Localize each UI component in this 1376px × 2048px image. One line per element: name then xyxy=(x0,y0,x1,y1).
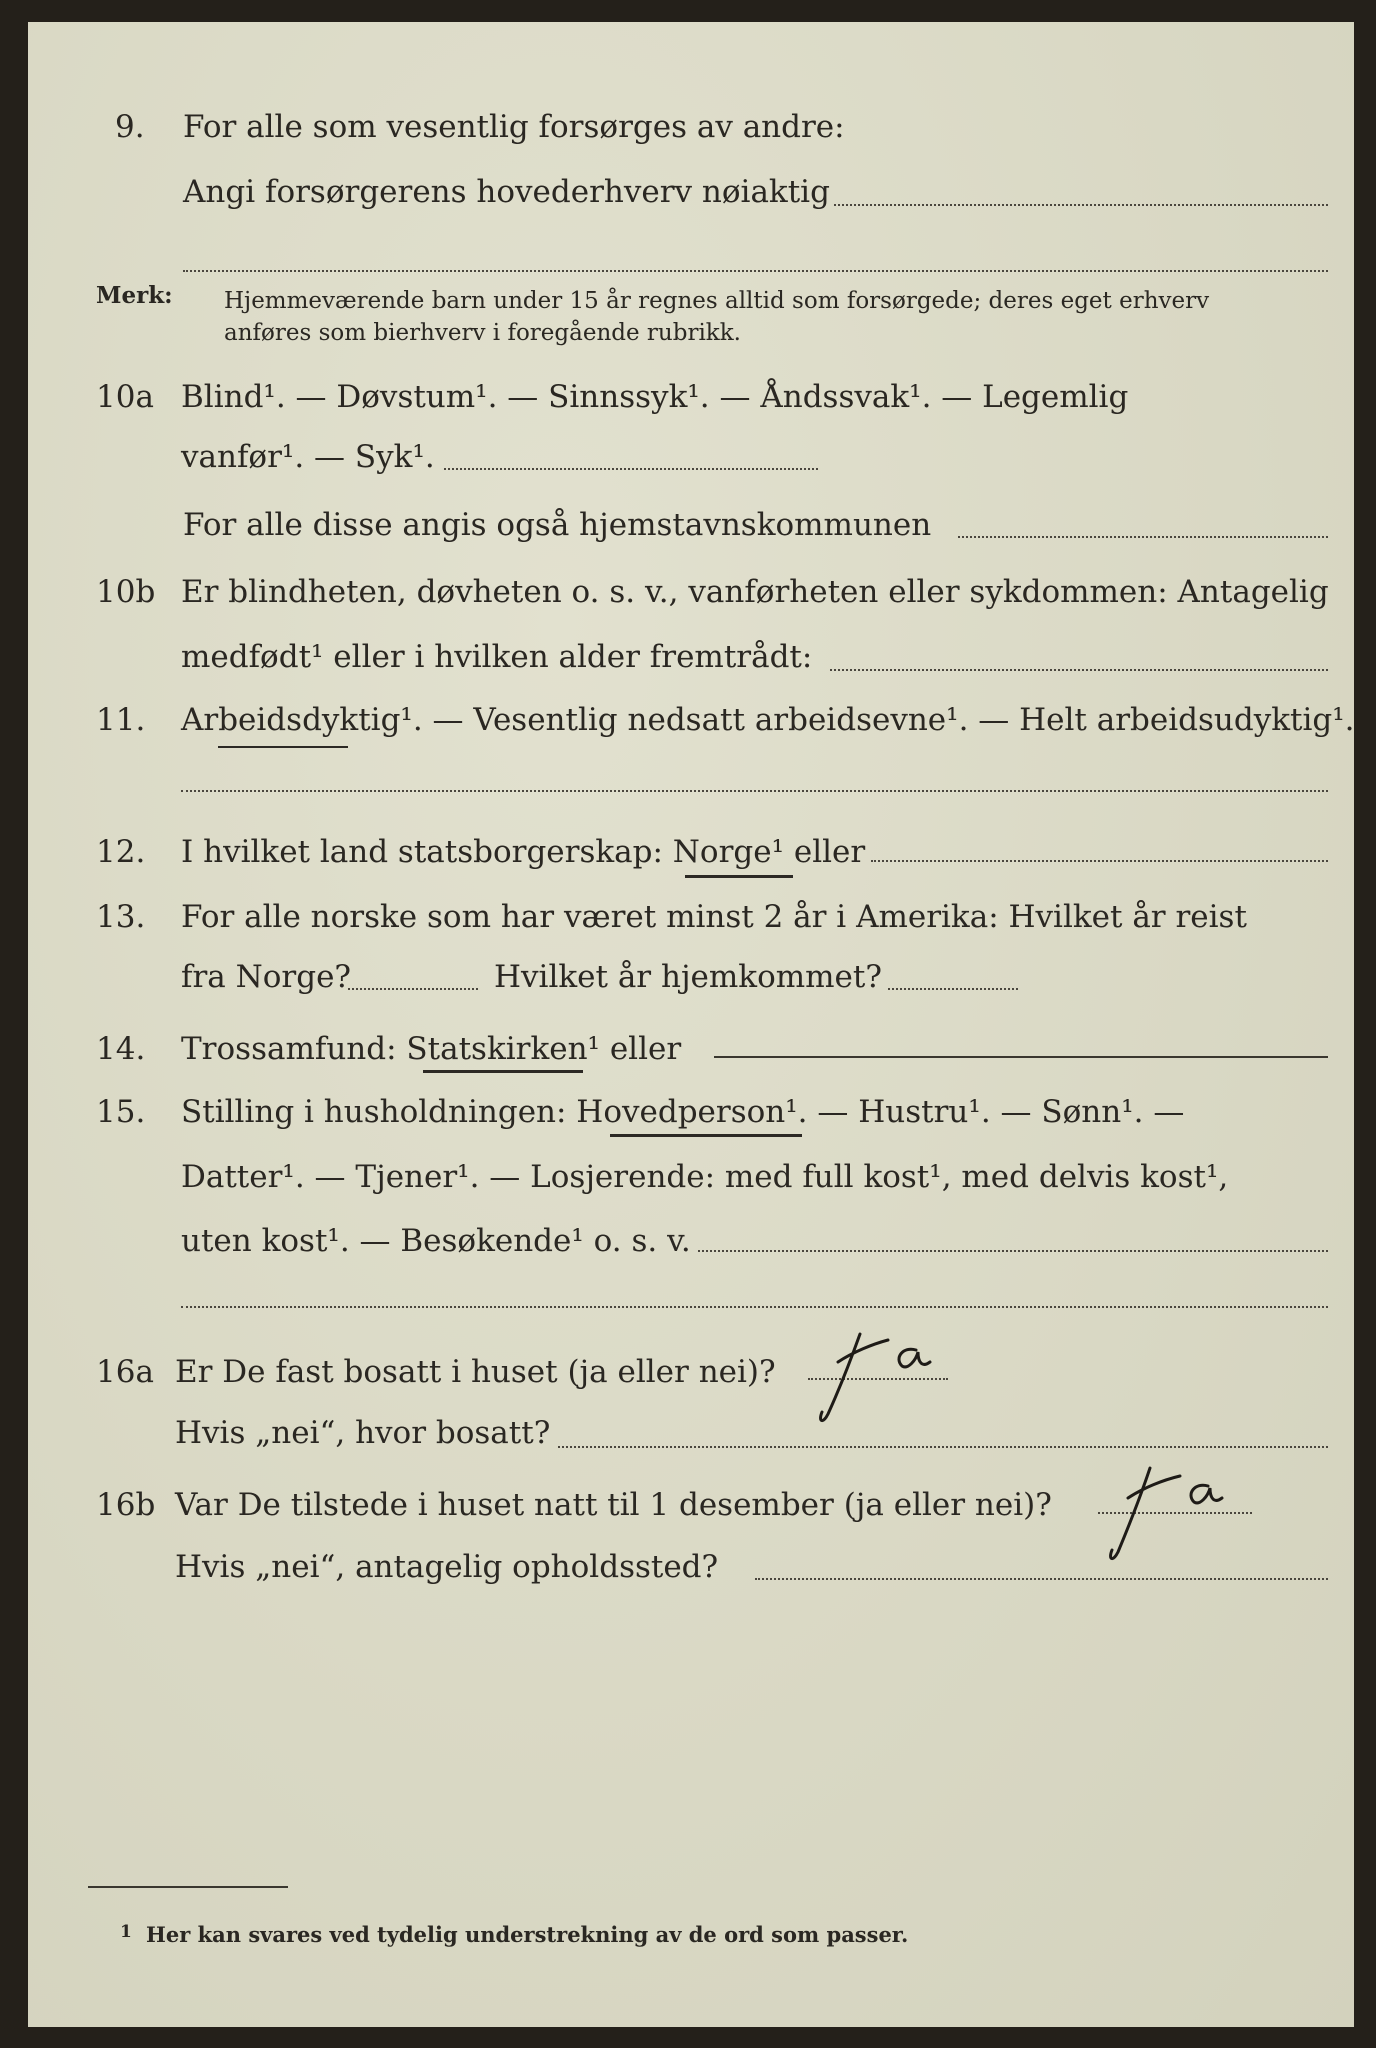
q12-line1: I hvilket land statsborgerskap: Norge¹ eller xyxy=(181,834,866,870)
q15-answer-line-2[interactable] xyxy=(181,1306,1328,1308)
q13-reist-line[interactable] xyxy=(348,988,478,990)
merk-line1: Hjemmeværende barn under 15 år regnes alltid som forsørgede; deres eget erhverv xyxy=(224,288,1210,314)
item-number-9: 9. xyxy=(115,109,145,145)
q16b-handwritten-answer xyxy=(1088,1460,1258,1580)
q10a-hjemstavn-line[interactable] xyxy=(958,536,1328,538)
item-number-15: 15. xyxy=(96,1094,146,1130)
q13-hjemkommet-line[interactable] xyxy=(888,988,1018,990)
q14-answer-line[interactable] xyxy=(714,1056,1328,1058)
merk-label: Merk: xyxy=(96,282,173,309)
q16a-line2: Hvis „nei“, hvor bosatt? xyxy=(175,1415,551,1451)
footnote-mark: 1 xyxy=(120,1922,132,1942)
footnote-rule xyxy=(88,1886,288,1888)
item-number-11: 11. xyxy=(96,702,146,738)
q16a-line1: Er De fast bosatt i huset (ja eller nei)? xyxy=(175,1354,776,1390)
q11-line1: Arbeidsdyktig¹. — Vesentlig nedsatt arbeidsevne¹. — Helt arbeidsudyktig¹. xyxy=(181,702,1355,738)
item-number-10a: 10a xyxy=(96,379,154,415)
q12-answer-line[interactable] xyxy=(871,860,1328,862)
q9-answer-line[interactable] xyxy=(834,204,1328,206)
item-number-13: 13. xyxy=(96,899,146,935)
q10a-line3: For alle disse angis også hjemstavnskommunen xyxy=(183,507,932,543)
merk-line2: anføres som bierhverv i foregående rubrikk. xyxy=(224,320,741,346)
q15-answer-line[interactable] xyxy=(698,1250,1328,1252)
item-number-14: 14. xyxy=(96,1031,146,1067)
census-form-page xyxy=(28,22,1354,2027)
q10a-answer-line[interactable] xyxy=(444,468,818,470)
q10b-line1: Er blindheten, døvheten o. s. v., vanførheten eller sykdommen: Antagelig xyxy=(181,574,1329,610)
item-number-12: 12. xyxy=(96,834,146,870)
q13-line2b: Hvilket år hjemkommet? xyxy=(494,959,882,995)
q9-line2: Angi forsørgerens hovederhverv nøiaktig xyxy=(183,174,830,210)
q9-answer-line-2[interactable] xyxy=(183,270,1328,272)
item-number-10b: 10b xyxy=(96,574,156,610)
q11-answer-line[interactable] xyxy=(181,790,1328,792)
item-number-16a: 16a xyxy=(96,1354,154,1390)
q11-handwritten-underline xyxy=(218,746,348,748)
q16b-opholdssted-line[interactable] xyxy=(755,1578,1328,1580)
q14-statskirken-underline xyxy=(423,1070,583,1073)
q15-line2: Datter¹. — Tjener¹. — Losjerende: med full kost¹, med delvis kost¹, xyxy=(181,1159,1229,1195)
q14-line1: Trossamfund: Statskirken¹ eller xyxy=(181,1031,682,1067)
q16a-bosatt-line[interactable] xyxy=(558,1446,1328,1448)
q12-norge-underline xyxy=(685,875,793,878)
q15-line1: Stilling i husholdningen: Hovedperson¹. — Hustru¹. — Sønn¹. — xyxy=(181,1094,1185,1130)
q16b-line2: Hvis „nei“, antagelig opholdssted? xyxy=(175,1549,719,1585)
q13-line2a: fra Norge? xyxy=(181,959,352,995)
q16a-handwritten-answer xyxy=(798,1322,968,1442)
q15-hovedperson-underline xyxy=(610,1134,802,1137)
q10a-line1: Blind¹. — Døvstum¹. — Sinnssyk¹. — Åndssvak¹. — Legemlig xyxy=(181,379,1129,415)
footnote-text: Her kan svares ved tydelig understrekning av de ord som passer. xyxy=(146,1922,909,1947)
q15-line3: uten kost¹. — Besøkende¹ o. s. v. xyxy=(181,1223,691,1259)
q9-line1: For alle som vesentlig forsørges av andre: xyxy=(183,109,845,145)
q10b-line2: medfødt¹ eller i hvilken alder fremtrådt: xyxy=(181,639,813,675)
q10a-line2: vanfør¹. — Syk¹. xyxy=(181,439,435,475)
q13-line1: For alle norske som har været minst 2 år i Amerika: Hvilket år reist xyxy=(181,899,1247,935)
item-number-16b: 16b xyxy=(96,1487,156,1523)
q16b-line1: Var De tilstede i huset natt til 1 desember (ja eller nei)? xyxy=(175,1487,1052,1523)
q10b-answer-line[interactable] xyxy=(830,669,1328,671)
